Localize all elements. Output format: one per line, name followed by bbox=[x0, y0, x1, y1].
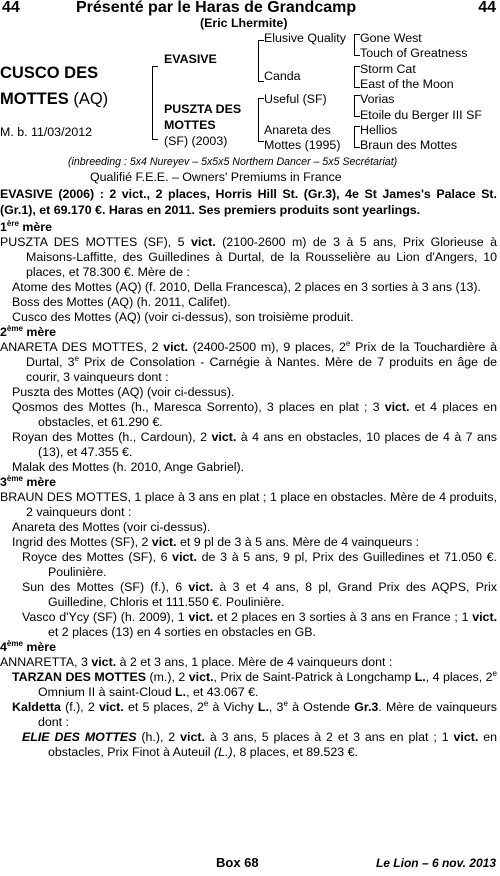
pedigree-granddam-1: Useful (SF) bbox=[264, 92, 327, 106]
section-mere-3-label: mère bbox=[22, 475, 56, 489]
pedigree-dam-line3: (SF) (2003) bbox=[164, 134, 228, 148]
section-mere-2-sup: ème bbox=[6, 323, 23, 333]
produce-vasco: Vasco d'Ycy (SF) (h. 2009), 1 vict. et 2 places en 3 sorties à 3 ans en France ; 1 vict. et 2 places (13) en 4 sorties en obstacles en GB. bbox=[22, 610, 498, 639]
pedigree-dam-line1: PUSZTA DES bbox=[164, 102, 242, 116]
pedigree-dam-line2: MOTTES bbox=[164, 118, 216, 132]
produce-boss: Boss des Mottes (AQ) (h. 2011, Califet). bbox=[12, 295, 231, 309]
page-title: Présenté par le Haras de Grandcamp bbox=[76, 0, 357, 16]
pedigree-sire: EVASIVE bbox=[164, 52, 217, 66]
produce-elie: ELIE DES MOTTES (h.), 2 vict. à 3 ans, 5 places à 2 et 3 ans en plat ; 1 vict. en obstacles, Prix Finot à Auteuil (L.), 8 places, et 89.523 €. bbox=[22, 730, 497, 759]
section-mere-1-sup: ère bbox=[6, 218, 19, 228]
pedigree-ggs-5: Vorias bbox=[360, 92, 395, 106]
horse-breed-suffix: (AQ) bbox=[73, 90, 109, 108]
horse-name-line1: CUSCO DES bbox=[0, 64, 99, 82]
section-heading-mere-3 bbox=[0, 475, 497, 490]
page-number-right: 44 bbox=[478, 0, 496, 16]
section-mere-3-num: 3 bbox=[0, 475, 7, 489]
section-mere-3-sup: ème bbox=[6, 473, 23, 483]
produce-malak: Malak des Mottes (h. 2010, Ange Gabriel). bbox=[12, 460, 245, 474]
pedigree-ggs-2: Touch of Greatness bbox=[360, 46, 468, 60]
produce-royce: Royce des Mottes (SF), 6 vict. de 3 à 5 ans, 9 pl, Prix des Guilledines et 71.050 €. Poulinière. bbox=[22, 550, 497, 579]
footer-box-number: Box 68 bbox=[216, 855, 259, 870]
horse-name-line2 bbox=[0, 90, 108, 109]
footer-sale-info: Le Lion – 6 nov. 2013 bbox=[375, 856, 496, 870]
dam-2-record: ANARETA DES MOTTES, 2 vict. (2400-2500 m), 9 places, 2e Prix de la Touchardière à Durtal, 3e Prix de Consolation - Carnégie à Nantes. Mère de 7 produits en âge de courir, 3 vainqueurs dont : bbox=[0, 338, 497, 384]
pedigree-granddam-2-line2: Mottes (1995) bbox=[264, 138, 341, 152]
sire-record: EVASIVE (2006) : 2 vict., 2 places, Horris Hill St. (Gr.3), 4e St James's Palace St. (Gr.1), et 69.170 €. Haras en 2011. Ses premiers produits sont yearlings. bbox=[0, 187, 497, 217]
qualification-note: Qualifié F.E.E. – Owners' Premiums in France bbox=[90, 170, 342, 184]
section-mere-4-label: mère bbox=[22, 640, 56, 654]
inbreeding-note: (inbreeding : 5x4 Nureyev – 5x5x5 Northern Dancer – 5x5 Secrétariat) bbox=[68, 156, 398, 168]
section-mere-2-num: 2 bbox=[0, 325, 7, 339]
dam-4-record: ANNARETTA, 3 vict. à 2 et 3 ans, 1 place. Mère de 4 vainqueurs dont : bbox=[0, 655, 393, 669]
pedigree-ggs-7: Hellios bbox=[360, 123, 398, 137]
produce-tarzan: TARZAN DES MOTTES (m.), 2 vict., Prix de Saint-Patrick à Longchamp L., 4 places, 2e Omnium II à saint-Cloud L., et 43.067 €. bbox=[12, 668, 497, 699]
section-mere-4-sup: ème bbox=[6, 638, 23, 648]
produce-qosmos: Qosmos des Mottes (h., Maresca Sorrento), 3 places en plat ; 3 vict. et 4 places en obstacles, et 61.290 €. bbox=[12, 400, 497, 429]
pedigree-bracket-main bbox=[152, 66, 158, 140]
presenter-name: (Eric Lhermite) bbox=[200, 16, 288, 30]
dam-1-record: PUSZTA DES MOTTES (SF), 5 vict. (2100-2600 m) de 3 à 5 ans, Prix Glorieuse à Maisons-Laffitte, des Guilledines à Durtal, de la Rousselière au Lion d'Angers, 10 places, et 78.300 €. Mère de : bbox=[0, 235, 498, 279]
produce-sun: Sun des Mottes (SF) (f.), 6 vict. à 3 et 4 ans, 8 pl, Grand Prix des AQPS, Prix Guilledine, Chloris et 111.550 €. Poulinière. bbox=[22, 580, 498, 609]
section-mere-1-label: mère bbox=[18, 220, 52, 234]
section-heading-mere-2 bbox=[0, 325, 497, 340]
pedigree-ggs-3: Storm Cat bbox=[360, 62, 416, 76]
page-number-left: 44 bbox=[2, 0, 20, 16]
section-mere-1-num: 1 bbox=[0, 220, 7, 234]
section-heading-mere-1 bbox=[0, 220, 497, 235]
produce-anareta: Anareta des Mottes (voir ci-dessus). bbox=[12, 520, 211, 534]
dam-3-record: BRAUN DES MOTTES, 1 place à 3 ans en plat ; 1 place en obstacles. Mère de 4 produits, 2 vainqueurs dont : bbox=[0, 490, 497, 519]
pedigree-ggs-8: Braun des Mottes bbox=[360, 138, 458, 152]
produce-cusco: Cusco des Mottes (AQ) (voir ci-dessus), son troisième produit. bbox=[12, 310, 354, 324]
body-text bbox=[0, 186, 497, 760]
pedigree-grandsire-1: Elusive Quality bbox=[264, 31, 346, 45]
pedigree-ggs-1: Gone West bbox=[360, 31, 422, 45]
pedigree-grandsire-2: Canda bbox=[264, 69, 301, 83]
section-heading-mere-4 bbox=[0, 640, 497, 655]
section-mere-4-num: 4 bbox=[0, 640, 7, 654]
produce-puszta: Puszta des Mottes (AQ) (voir ci-dessus). bbox=[12, 385, 235, 399]
produce-kaldetta: Kaldetta (f.), 2 vict. et 5 places, 2e à Vichy L., 3e à Ostende Gr.3. Mère de vainqueurs dont : bbox=[12, 698, 497, 729]
produce-ingrid: Ingrid des Mottes (SF), 2 vict. et 9 pl de 3 à 5 ans. Mère de 4 vainqueurs : bbox=[12, 535, 420, 549]
pedigree-ggs-4: East of the Moon bbox=[360, 77, 454, 91]
horse-name-line2-text: MOTTES bbox=[0, 90, 69, 108]
horse-birth: M. b. 11/03/2012 bbox=[0, 125, 93, 139]
produce-atome: Atome des Mottes (AQ) (f. 2010, Della Francesca), 2 places en 3 sorties à 3 ans (13). bbox=[12, 280, 481, 294]
section-mere-2-label: mère bbox=[22, 325, 56, 339]
pedigree-ggs-6: Etoile du Berger III SF bbox=[360, 108, 482, 122]
produce-royan: Royan des Mottes (h., Cardoun), 2 vict. à 4 ans en obstacles, 10 places de 4 à 7 ans (13), et 47.355 €. bbox=[12, 430, 497, 459]
pedigree-granddam-2-line1: Anareta des bbox=[264, 123, 331, 137]
